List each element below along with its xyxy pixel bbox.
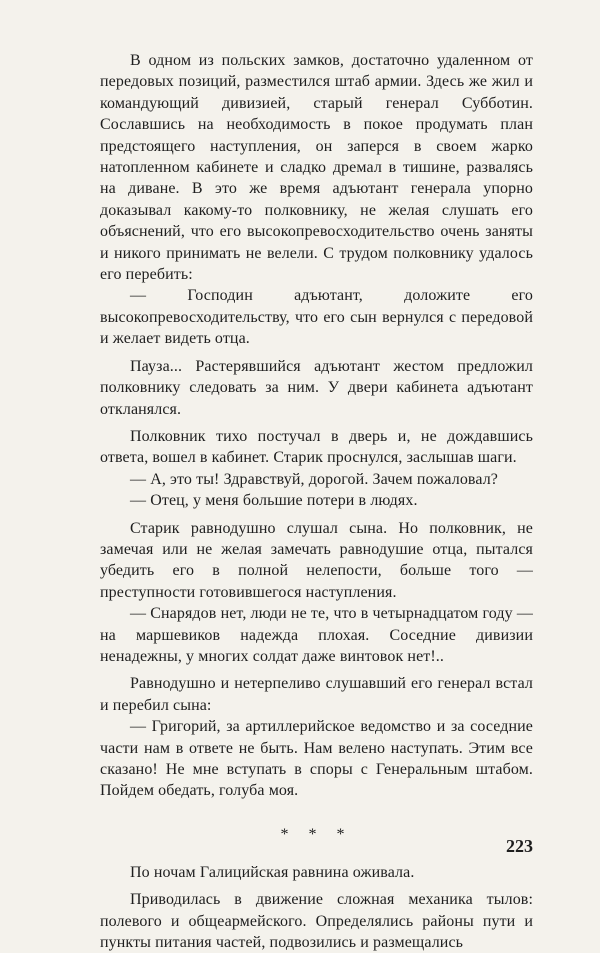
dialogue-line: — Григорий, за артиллерийское ведомство и за соседние части нам в ответе не быть. Нам велено наступать. Этим все сказано! Не мне вступать в споры с Генеральным штабом. Пойдем обедать, голуба моя. (100, 718, 533, 800)
dialogue-line: — А, это ты! Здравствуй, дорогой. Зачем пожаловал? (130, 470, 498, 488)
paragraph: По ночам Галицийская равнина оживала. (130, 863, 415, 881)
paragraph: В одном из польских замков, достаточно удаленном от передовых позиций, разместился штаб армии. Здесь же жил и командующий дивизией, старый генерал Субботин. Сославшись на необходимость в покое продумать план предстоящего наступления, он заперся в своем жарко натопленном кабинете и сладко дремал в тишине, развалясь на диване. В это же время адъютант генерала упорно доказывал какому-то полковнику, не желая слушать его объяснений, что его высокопревосходительство очень заняты и никого принимать не велели. С трудом полковнику удалось его перебить: (100, 52, 533, 284)
paragraph: Полковник тихо постучал в дверь и, не дождавшись ответа, вошел в кабинет. Старик проснулся, заслышав шаги. (100, 427, 533, 467)
dialogue-line: — Господин адъютант, доложите его высокопревосходительству, что его сын вернулся с передовой и желает видеть отца. (100, 287, 533, 348)
page-number: 223 (506, 836, 533, 856)
dialogue-line: — Отец, у меня большие потери в людях. (130, 492, 418, 510)
book-page (100, 50, 533, 952)
continuation-text (100, 862, 533, 953)
paragraph: Приводилась в движение сложная механика тылов: полевого и общеармейского. Определялись районы пути и пункты питания частей, подвозились и размещались (100, 891, 533, 952)
paragraph: Старик равнодушно слушал сына. Но полковник, не замечая или не желая замечать равнодушие отца, пытался убедить его в полной нелепости, больше того — преступности готовившегося наступления. (100, 519, 533, 601)
paragraph: Пауза... Растерявшийся адъютант жестом предложил полковнику следовать за ним. У двери кабинета адъютант откланялся. (100, 357, 533, 418)
section-separator: * * * (280, 825, 353, 843)
dialogue-line: — Снарядов нет, люди не те, что в четырнадцатом году — на маршевиков надежда плохая. Соседние дивизии ненадежны, у многих солдат даже винтовок нет!.. (100, 605, 533, 665)
main-text (100, 50, 533, 802)
paragraph: Равнодушно и нетерпеливо слушавший его генерал встал и перебил сына: (100, 675, 533, 714)
